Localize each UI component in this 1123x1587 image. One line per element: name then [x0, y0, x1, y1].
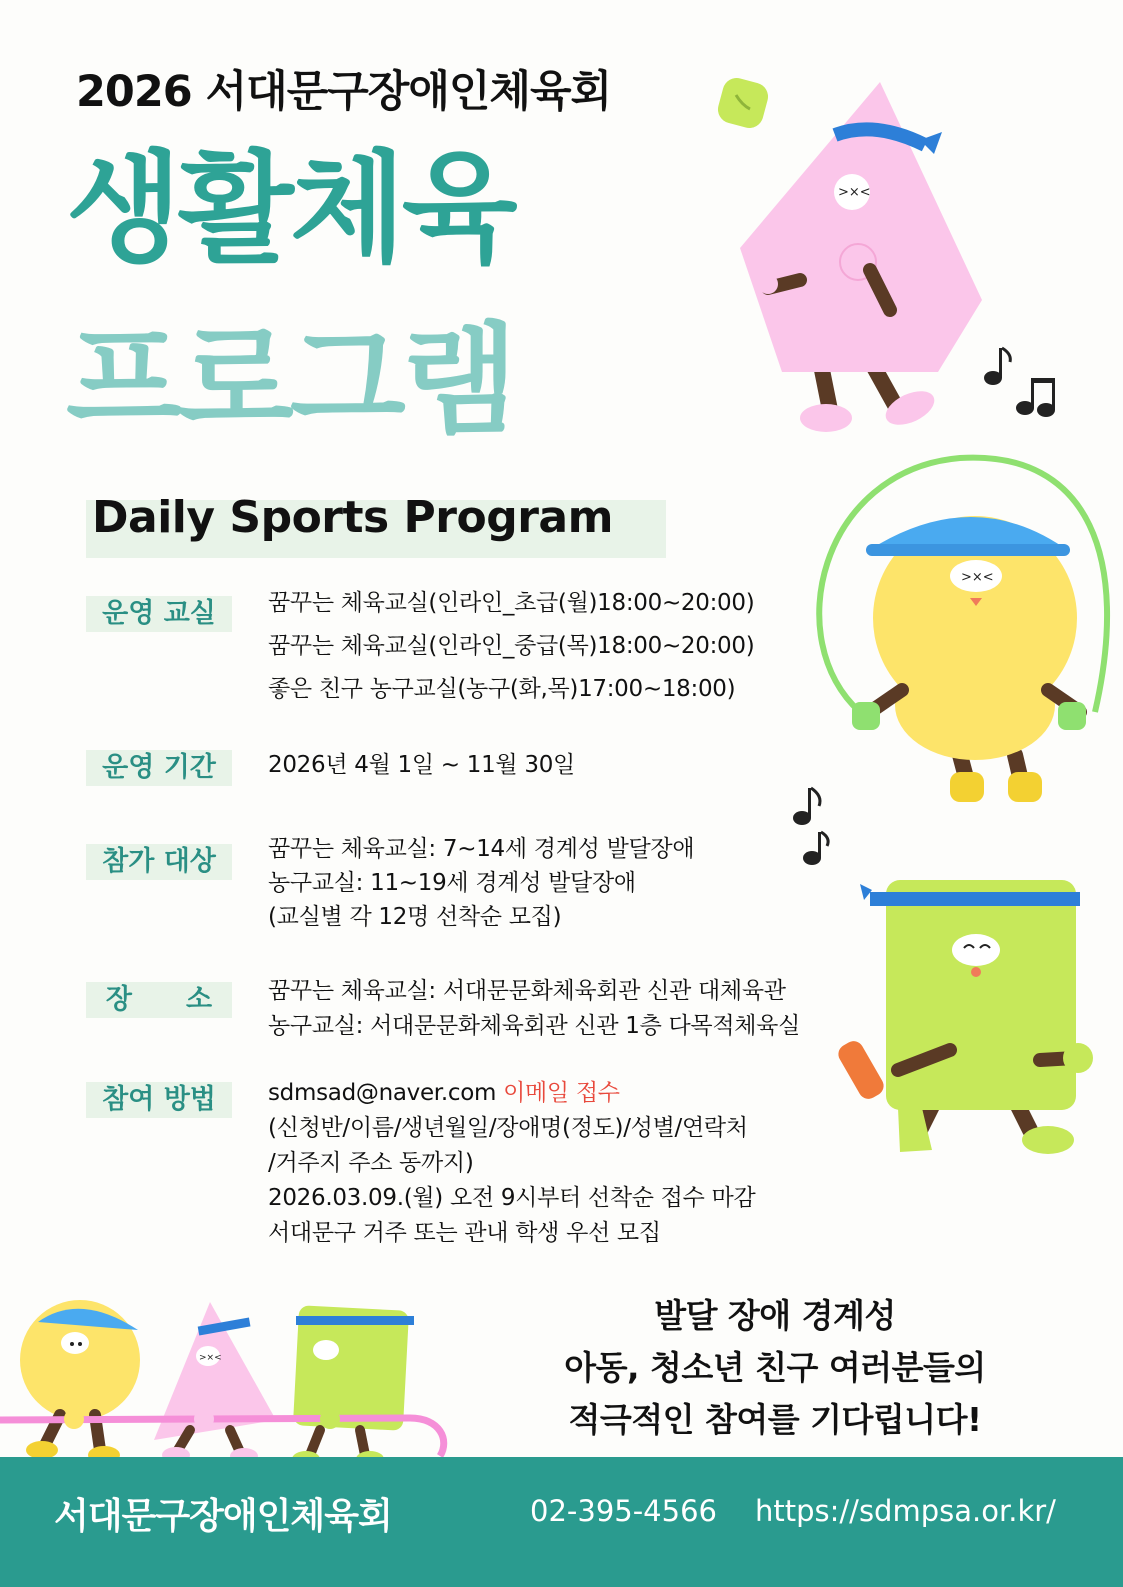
method-line-3: 2026.03.09.(월) 오전 9시부터 선착순 접수 마감 — [268, 1185, 756, 1211]
method-line-4: 서대문구 거주 또는 관내 학생 우선 모집 — [268, 1220, 661, 1246]
place-line-2: 농구교실: 서대문문화체육회관 신관 1층 다목적체육실 — [268, 1013, 801, 1039]
tug-of-war-rope — [0, 1300, 444, 1467]
place-line-1: 꿈꾸는 체육교실: 서대문문화체육회관 신관 대체육관 — [268, 978, 786, 1004]
svg-text:>×<: >×< — [199, 1353, 222, 1363]
section-label-target: 참가 대상 — [86, 844, 232, 880]
svg-text:>×<: >×< — [838, 185, 871, 200]
tennis-ball-icon — [715, 75, 771, 131]
svg-text:>×<: >×< — [961, 570, 994, 585]
period-line-1: 2026년 4월 1일 ~ 11월 30일 — [268, 752, 575, 778]
closing-message — [520, 1290, 1030, 1446]
subtitle: Daily Sports Program — [92, 492, 613, 543]
triangle-character — [740, 82, 982, 432]
method-email-line — [268, 1076, 620, 1111]
circle-character — [819, 458, 1107, 802]
contact-email[interactable]: sdmsad@naver.com — [268, 1080, 497, 1106]
classes-line-1: 꿈꾸는 체육교실(인라인_초급(월)18:00~20:00) — [268, 590, 755, 616]
closing-line-3: 적극적인 참여를 기다립니다! — [568, 1400, 982, 1439]
email-note: 이메일 접수 — [503, 1080, 620, 1106]
organization-title: 2026 서대문구장애인체육회 — [76, 67, 612, 117]
classes-line-2: 꿈꾸는 체육교실(인라인_중급(목)18:00~20:00) — [268, 633, 755, 659]
footer-organization: 서대문구장애인체육회 — [54, 1496, 392, 1537]
section-label-place: 장 소 — [86, 982, 232, 1018]
target-line-3: (교실별 각 12명 선착순 모집) — [268, 904, 562, 930]
main-title-line1: 생활체육 — [66, 140, 514, 279]
section-label-classes: 운영 교실 — [86, 596, 232, 632]
method-line-2: /거주지 주소 동까지) — [268, 1150, 474, 1176]
closing-line-2: 아동, 청소년 친구 여러분들의 — [564, 1348, 986, 1387]
classes-line-3: 좋은 친구 농구교실(농구(화,목)17:00~18:00) — [268, 676, 736, 702]
section-label-period: 운영 기간 — [86, 750, 232, 786]
closing-line-1: 발달 장애 경계성 — [654, 1296, 896, 1335]
target-line-2: 농구교실: 11~19세 경계성 발달장애 — [268, 870, 636, 896]
target-line-1: 꿈꾸는 체육교실: 7~14세 경계성 발달장애 — [268, 836, 695, 862]
square-character — [835, 880, 1093, 1154]
section-label-method: 참여 방법 — [86, 1082, 232, 1118]
method-line-1: (신청반/이름/생년월일/장애명(정도)/성별/연락처 — [268, 1115, 748, 1141]
footer-website-link[interactable]: https://sdmpsa.or.kr/ — [755, 1494, 1056, 1528]
footer-phone[interactable]: 02-395-4566 — [530, 1494, 717, 1528]
main-title-line2: 프로그램 — [66, 312, 514, 451]
